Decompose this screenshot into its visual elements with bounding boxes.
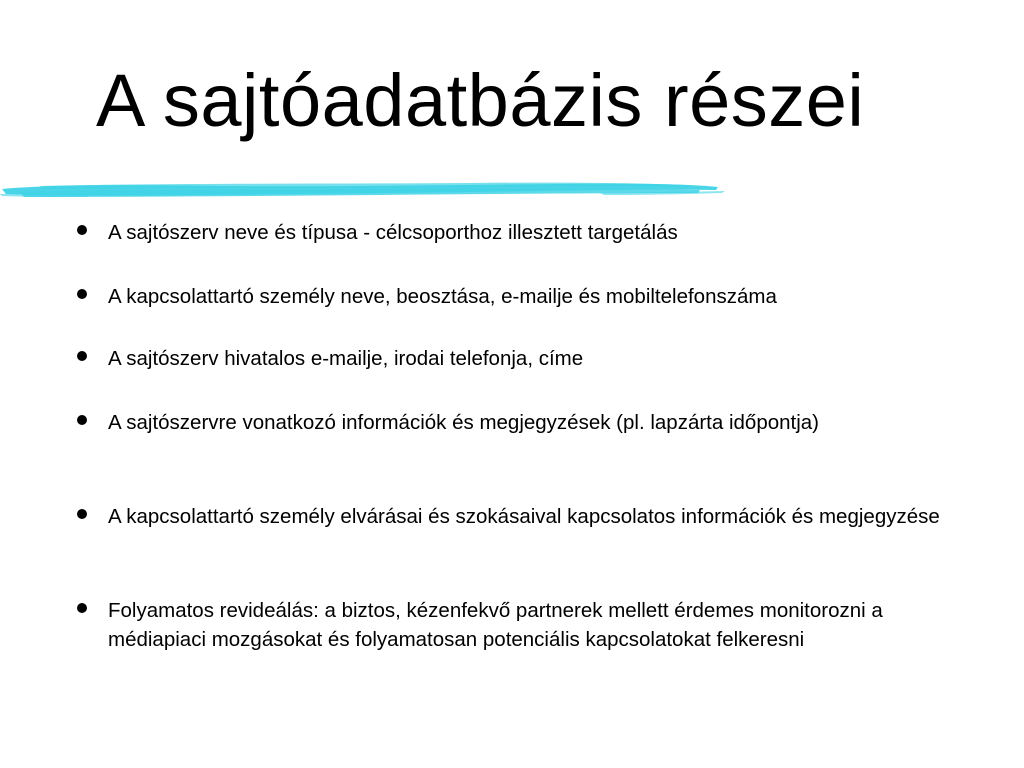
bullet-text: A kapcsolattartó személy neve, beosztása, e-mailje és mobiltelefonszáma xyxy=(108,285,777,308)
bullet-text: A kapcsolattartó személy elvárásai és szokásaival kapcsolatos információk és megjegyzése xyxy=(108,505,940,528)
bullet-item xyxy=(75,344,1008,373)
bullet-dot-icon xyxy=(77,415,87,425)
bullet-item xyxy=(75,502,988,531)
brush-stroke-underline xyxy=(0,176,730,206)
bullet-dot-icon xyxy=(77,509,87,519)
bullet-item xyxy=(75,282,1008,311)
slide-title: A sajtóadatbázis részei xyxy=(96,59,865,142)
bullet-item xyxy=(75,218,1008,247)
bullet-dot-icon xyxy=(77,603,87,613)
bullet-dot-icon xyxy=(77,351,87,361)
bullet-item xyxy=(75,408,908,437)
bullet-item xyxy=(75,596,948,654)
bullet-dot-icon xyxy=(77,225,87,235)
bullet-text: A sajtószerv neve és típusa - célcsoporthoz illesztett targetálás xyxy=(108,221,678,244)
bullet-text: A sajtószerv hivatalos e-mailje, irodai telefonja, címe xyxy=(108,347,584,370)
bullet-dot-icon xyxy=(77,289,87,299)
bullet-text: Folyamatos revideálás: a biztos, kézenfekvő partnerek mellett érdemes monitorozni a médiapiaci mozgásokat és folyamatosan potenciális kapcsolatokat felkeresni xyxy=(108,599,883,651)
bullet-text: A sajtószervre vonatkozó információk és megjegyzések (pl. lapzárta időpontja) xyxy=(108,411,820,434)
